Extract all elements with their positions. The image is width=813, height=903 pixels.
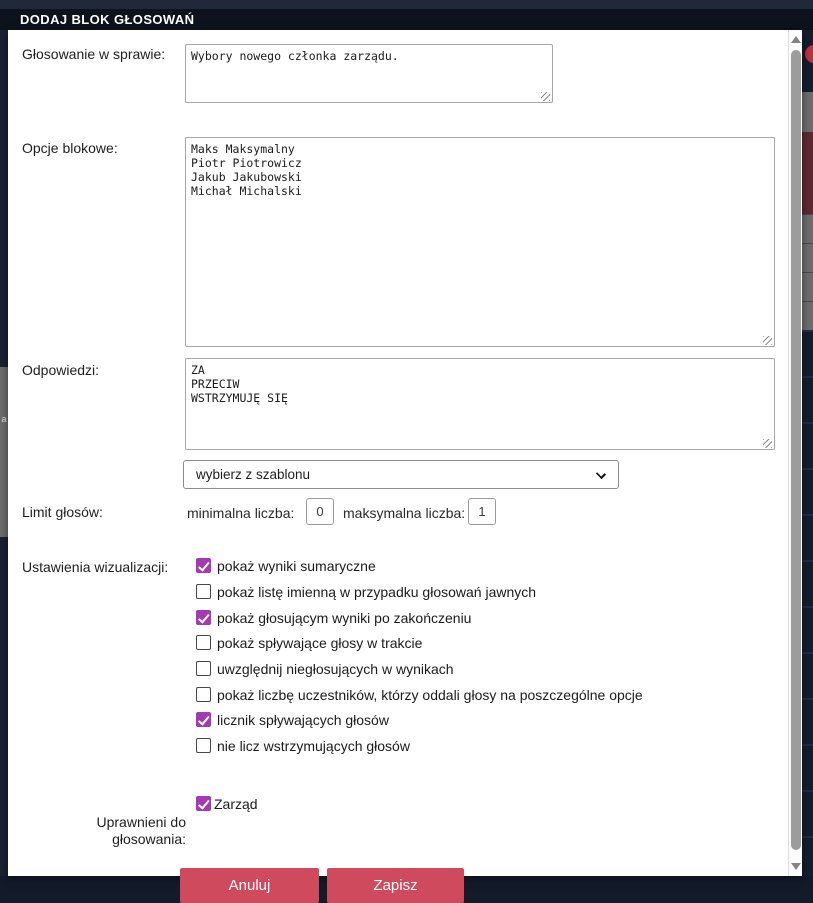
block-options-textarea[interactable] [185, 137, 775, 347]
checkbox-row [196, 609, 471, 627]
checkbox-board-group[interactable] [196, 796, 211, 811]
resize-handle-icon[interactable] [763, 336, 772, 345]
checkbox-row [196, 557, 376, 575]
background-gray-rows-fragment [802, 214, 813, 330]
background-left-gray-fragment: a [0, 367, 8, 537]
checkbox-summary-results[interactable] [196, 558, 211, 573]
background-row-lines-fragment [802, 330, 813, 876]
background-red-circle-fragment [805, 45, 813, 63]
add-voting-block-dialog [8, 30, 802, 894]
checkbox-label[interactable]: pokaż głosującym wyniki po zakończeniu [217, 610, 472, 626]
checkbox-row [196, 583, 536, 601]
template-select-value: wybierz z szablonu [196, 467, 311, 482]
eligible-voters-label: Uprawnieni do głosowania: [96, 814, 186, 847]
max-count-input[interactable] [468, 498, 496, 525]
background-gray-fragment [802, 92, 813, 132]
min-count-label: minimalna liczba: [187, 505, 295, 521]
page-top-strip [0, 0, 813, 9]
min-count-input[interactable] [306, 498, 334, 525]
background-left-strip [0, 30, 8, 876]
vote-limit-label: Limit głosów: [22, 504, 103, 520]
background-maroon-fragment [802, 132, 813, 214]
visualization-settings-label: Ustawienia wizualizacji: [22, 559, 169, 575]
checkbox-results-after-end[interactable] [196, 610, 211, 625]
checkbox-row [196, 711, 389, 729]
checkbox-label[interactable]: uwzględnij niegłosujących w wynikach [217, 661, 454, 677]
template-select[interactable] [183, 460, 619, 489]
dialog-title: DODAJ BLOK GŁOSOWAŃ [20, 12, 195, 27]
checkbox-label[interactable]: pokaż spływające głosy w trakcie [217, 635, 423, 651]
checkbox-incoming-votes-counter[interactable] [196, 712, 211, 727]
checkbox-label[interactable]: licznik spływających głosów [217, 712, 389, 728]
checkbox-ignore-abstentions[interactable] [196, 738, 211, 753]
subject-label: Głosowanie w sprawie: [22, 46, 166, 62]
max-count-label: maksymalna liczba: [343, 505, 466, 521]
checkbox-participant-counts[interactable] [196, 687, 211, 702]
checkbox-label[interactable]: Zarząd [214, 796, 258, 812]
answers-label: Odpowiedzi: [22, 362, 100, 378]
dialog-body [8, 30, 788, 894]
checkbox-label[interactable]: pokaż listę imienną w przypadku głosowań jawnych [217, 584, 537, 600]
background-right-strip [802, 30, 813, 876]
checkbox-label[interactable]: nie licz wstrzymujących głosów [217, 738, 410, 754]
checkbox-row [196, 634, 422, 652]
dialog-scrollbar[interactable] [788, 30, 802, 876]
checkbox-incoming-votes-during[interactable] [196, 635, 211, 650]
answers-textarea[interactable] [185, 358, 775, 450]
resize-handle-icon[interactable] [541, 92, 550, 101]
checkbox-row [196, 660, 454, 678]
scrollbar-thumb[interactable] [791, 50, 801, 850]
scroll-up-icon[interactable] [791, 36, 801, 43]
scroll-down-icon[interactable] [791, 863, 801, 870]
checkbox-row [196, 686, 643, 704]
checkbox-row [196, 795, 258, 813]
subject-textarea[interactable] [185, 44, 553, 103]
chevron-down-icon [596, 469, 606, 479]
cancel-button[interactable]: Anuluj [180, 868, 319, 903]
checkbox-label[interactable]: pokaż wyniki sumaryczne [217, 558, 376, 574]
block-options-label: Opcje blokowe: [22, 140, 118, 156]
resize-handle-icon[interactable] [763, 439, 772, 448]
dialog-header [0, 9, 813, 30]
checkbox-include-nonvoters[interactable] [196, 661, 211, 676]
checkbox-row [196, 737, 410, 755]
save-button[interactable]: Zapisz [327, 868, 464, 903]
checkbox-label[interactable]: pokaż liczbę uczestników, którzy oddali głosy na poszczególne opcje [217, 687, 643, 703]
checkbox-name-list[interactable] [196, 584, 211, 599]
